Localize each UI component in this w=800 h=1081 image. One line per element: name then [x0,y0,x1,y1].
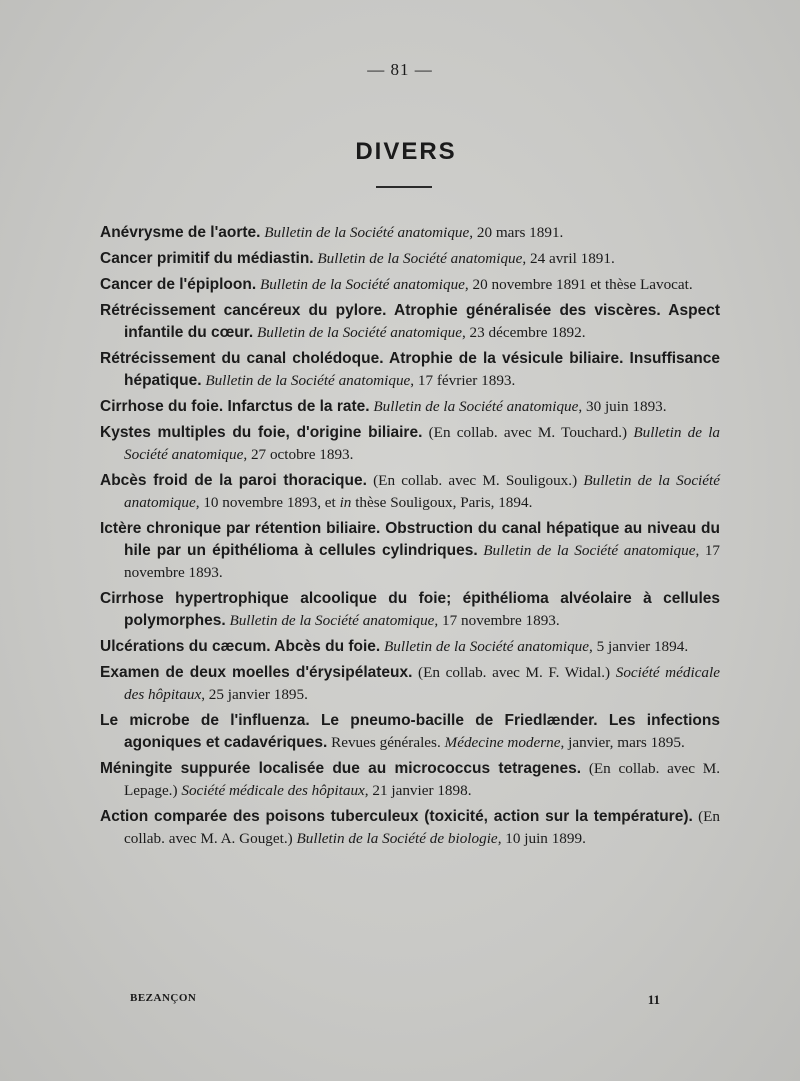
entry-title: Cancer de l'épiploon. [100,276,257,293]
page-number: — 81 — [367,60,433,79]
footer-sheet-number: 11 [647,992,660,1007]
entry-source: in [339,494,352,511]
entries-list [100,222,720,854]
entry-details: Revues générales. [327,734,445,751]
entry-title: Ulcérations du cæcum. Abcès du foie. [100,638,381,655]
bibliography-entry [100,300,720,344]
entry-details: , 10 novembre 1893, et [195,494,340,511]
page-footer [130,992,660,1008]
entry-details: (En collab. avec M. Lepage.) [124,760,720,799]
entry-source: Bulletin de la Société anatomique [264,224,470,241]
bibliography-entry [100,636,720,658]
bibliography-entry [100,396,720,418]
entry-details: , 24 avril 1891. [522,250,615,267]
entry-title: Le microbe de l'influenza. Le pneumo-bacille de Friedlænder. Les infections agoniques et cadavériques. [100,712,720,751]
entry-title: Rétrécissement du canal cholédoque. Atrophie de la vésicule biliaire. Insuffisance hépatique. [100,350,720,389]
bibliography-entry [100,222,720,244]
entry-details: (En collab. avec M. F. Widal.) [412,664,616,681]
entry-details: , 10 juin 1899. [497,830,586,847]
entry-details: , 17 février 1893. [410,372,516,389]
entry-details: , janvier, mars 1895. [560,734,685,751]
entry-source: Bulletin de la Société anatomique [483,542,696,559]
entry-details: (En collab. avec M. Touchard.) [422,424,634,441]
entry-source: Bulletin de la Société anatomique [384,638,589,655]
entry-details: thèse Souligoux, Paris, 1894. [351,494,533,511]
entry-details: , 17 novembre 1893. [124,542,721,581]
bibliography-entry [100,274,720,296]
entry-title: Cirrhose du foie. Infarctus de la rate. [100,398,370,415]
bibliography-entry [100,758,720,802]
bibliography-entry [100,710,720,754]
title-rule [376,186,432,188]
entry-title: Cancer primitif du médiastin. [100,250,314,267]
entry-details: , 27 octobre 1893. [243,446,354,463]
entry-title: Ictère chronique par rétention biliaire. Obstruction du canal hépatique au niveau du hile par un épithélioma à cellules cylindriques. [100,520,720,559]
entry-title: Cirrhose hypertrophique alcoolique du foie; épithélioma alvéolaire à cellules polymorphes. [100,590,720,629]
entry-title: Examen de deux moelles d'érysipélateux. [100,664,413,681]
entry-source: Bulletin de la Société anatomique [256,324,462,341]
entry-source: Société médicale des hôpitaux [124,664,720,703]
entry-source: Bulletin de la Société anatomique [373,398,579,415]
bibliography-entry [100,662,720,706]
entry-details: , 20 novembre 1891 et thèse Lavocat. [464,276,693,293]
entry-source: Bulletin de la Société anatomique [259,276,465,293]
entry-title: Rétrécissement cancéreux du pylore. Atrophie généralisée des viscères. Aspect infantile du cœur. [100,302,720,341]
entry-title: Kystes multiples du foie, d'origine biliaire. [100,424,423,441]
entry-details: (En collab. avec M. A. Gouget.) [124,808,720,847]
entry-source: Bulletin de la Société anatomique [124,424,721,463]
entry-details: , 20 mars 1891. [469,224,564,241]
bibliography-entry [100,470,720,514]
entry-details: , 23 décembre 1892. [461,324,586,341]
entry-source: Bulletin de la Société anatomique [229,612,435,629]
entry-source: Bulletin de la Société anatomique [205,372,411,389]
entry-details: , 5 janvier 1894. [589,638,689,655]
entry-title: Méningite suppurée localisée due au micrococcus tetragenes. [100,760,582,777]
entry-details: , 21 janvier 1898. [364,782,472,799]
bibliography-entry [100,806,720,850]
bibliography-entry [100,518,720,584]
entry-source: Société médicale des hôpitaux [181,782,365,799]
entry-title: Action comparée des poisons tuberculeux (toxicité, action sur la température). [100,808,693,825]
bibliography-entry [100,248,720,270]
entry-details: , 30 juin 1893. [578,398,667,415]
footer-signature: BEZANÇON [130,992,197,1004]
entry-source: Bulletin de la Société anatomique [124,472,720,511]
entry-details: (En collab. avec M. Souligoux.) [366,472,584,489]
entry-source: Bulletin de la Société anatomique [317,250,523,267]
entry-title: Abcès froid de la paroi thoracique. [100,472,367,489]
bibliography-entry [100,588,720,632]
bibliography-entry [100,348,720,392]
entry-source: Médecine moderne [444,734,561,751]
entry-title: Anévrysme de l'aorte. [100,224,261,241]
entry-source: Bulletin de la Société de biologie [296,830,498,847]
section-title: DIVERS [355,138,457,165]
entry-details: , 17 novembre 1893. [434,612,560,629]
bibliography-entry [100,422,720,466]
entry-details: , 25 janvier 1895. [201,686,308,703]
